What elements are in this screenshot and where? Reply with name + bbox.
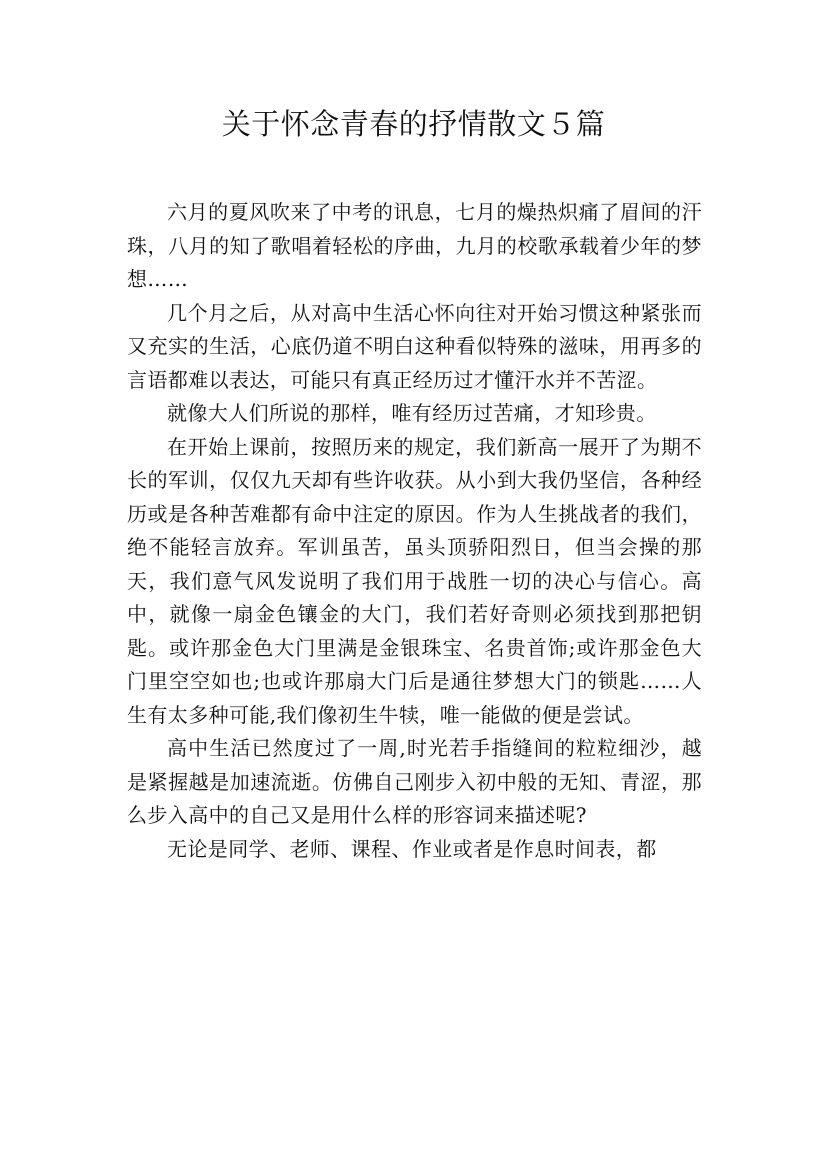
paragraph: 高中生活已然度过了一周,时光若手指缝间的粒粒细沙，越是紧握越是加速流逝。仿佛自己刚步入初中般的无知、青涩，那么步入高中的自己又是用什么样的形容词来描述呢? [127, 736, 702, 827]
paragraph: 就像大人们所说的那样，唯有经历过苦痛，才知珍贵。 [167, 401, 657, 425]
paragraph: 几个月之后，从对高中生活心怀向往对开始习惯这种紧张而又充实的生活，心底仍道不明白这种看似特殊的滋味，用再多的言语都难以表达，可能只有真正经历过才懂汗水并不苦涩。 [127, 300, 702, 392]
paragraph: 在开始上课前，按照历来的规定，我们新高一展开了为期不长的军训，仅仅九天却有些许收获。从小到大我仍坚信，各种经历或是各种苦难都有命中注定的原因。作为人生挑战者的我们，绝不能轻言放弃。军训虽苦，虽头顶骄阳烈日，但当会操的那天，我们意气风发说明了我们用于战胜一切的决心与信心。高中，就像一扇金色镶金的大门，我们若好奇则必须找到那把钥匙。或许那金色大门里满是金银珠宝、名贵首饰;或许那金色大门里空空如也;也或许那扇大门后是通往梦想大门的锁匙……人生有太多种可能,我们像初生牛犊，唯一能做的便是尝试。 [127, 434, 702, 727]
paragraph: 无论是同学、老师、课程、作业或者是作息时间表，都 [167, 836, 657, 861]
document-title: 关于怀念青春的抒情散文５篇 [221, 107, 606, 141]
paragraph: 六月的夏风吹来了中考的讯息，七月的燥热炽痛了眉间的汗珠，八月的知了歌唱着轻松的序曲，九月的校歌承载着少年的梦想…… [127, 200, 702, 291]
document-body [127, 196, 702, 866]
